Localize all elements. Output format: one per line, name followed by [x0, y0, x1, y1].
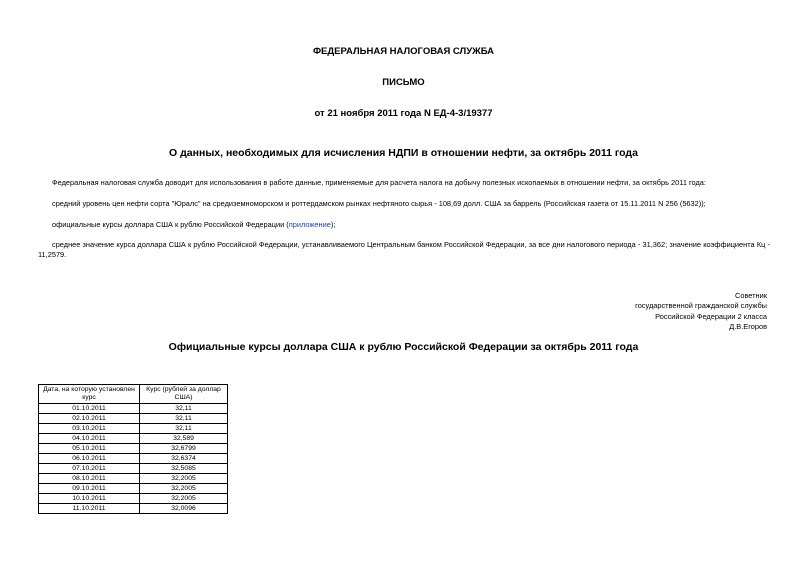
- table-row: [39, 474, 228, 484]
- signature-rank: государственной гражданской службы: [635, 301, 767, 311]
- signature-title: Советник: [735, 291, 767, 300]
- table-row: [39, 414, 228, 424]
- date-cell: 11.10.2011: [39, 504, 140, 514]
- rate-cell: 32,5085: [140, 464, 228, 474]
- date-cell: 01.10.2011: [39, 404, 140, 414]
- signature-name: Д.В.Егоров: [729, 321, 767, 331]
- table-row: [39, 444, 228, 454]
- agency-name: ФЕДЕРАЛЬНАЯ НАЛОГОВАЯ СЛУЖБА: [312, 46, 495, 57]
- document-subject: О данных, необходимых для исчисления НДПИ в отношении нефти, за октябрь 2011 года: [169, 147, 638, 159]
- date-cell: 07.10.2011: [39, 464, 140, 474]
- appendix-title: Официальные курсы доллара США к рублю Российской Федерации за октябрь 2011 года: [168, 341, 639, 353]
- table-row: [39, 434, 228, 444]
- rate-cell: 32,6374: [140, 454, 228, 464]
- table-row: [39, 484, 228, 494]
- column-header-date: Дата, на которую установлен курс: [39, 385, 140, 404]
- rates-prefix: официальные курсы доллара США к рублю Российской Федерации (: [52, 220, 289, 229]
- table-row: [39, 504, 228, 514]
- date-cell: 08.10.2011: [39, 474, 140, 484]
- table-header-row: [39, 385, 228, 404]
- average-rate-paragraph: среднее значение курса доллара США к рублю Российской Федерации, устанавливаемого Центральным банком Российской Федерации, за все дни налогового периода - 31,362; значение коэффициента Кц - 11,2579.: [38, 240, 770, 259]
- table-row: [39, 404, 228, 414]
- rates-paragraph: [38, 220, 770, 230]
- rate-cell: 32,2005: [140, 494, 228, 504]
- table-row: [39, 494, 228, 504]
- table-row: [39, 454, 228, 464]
- document-date-number: от 21 ноября 2011 года N ЕД-4-3/19377: [314, 108, 493, 119]
- rate-cell: 32,2005: [140, 484, 228, 494]
- appendix-link[interactable]: приложение: [288, 220, 331, 229]
- date-cell: 05.10.2011: [39, 444, 140, 454]
- date-cell: 06.10.2011: [39, 454, 140, 464]
- rate-cell: 32,0096: [140, 504, 228, 514]
- rate-cell: 32,11: [140, 424, 228, 434]
- rate-cell: 32,589: [140, 434, 228, 444]
- rate-cell: 32,6799: [140, 444, 228, 454]
- date-cell: 02.10.2011: [39, 414, 140, 424]
- date-cell: 03.10.2011: [39, 424, 140, 434]
- document-type: ПИСЬМО: [382, 77, 425, 88]
- table-row: [39, 464, 228, 474]
- intro-paragraph: Федеральная налоговая служба доводит для использования в работе данные, применяемые для расчета налога на добычу полезных ископаемых в отношении нефти, за октябрь 2011 года:: [52, 178, 706, 187]
- signature-class: Российской Федерации 2 класса: [655, 311, 767, 321]
- date-cell: 10.10.2011: [39, 494, 140, 504]
- rate-cell: 32,11: [140, 414, 228, 424]
- table-row: [39, 424, 228, 434]
- signature-block: [635, 291, 767, 332]
- rates-table: [38, 384, 228, 514]
- column-header-rate: Курс (рублей за доллар США): [140, 385, 228, 404]
- rate-cell: 32,11: [140, 404, 228, 414]
- date-cell: 09.10.2011: [39, 484, 140, 494]
- urals-price-paragraph: средний уровень цен нефти сорта "Юралс" на средиземноморском и роттердамском рынках нефтяного сырья - 108,69 долл. США за баррель (Российская газета от 15.11.2011 N 256 (5632));: [52, 199, 706, 208]
- rates-suffix: );: [330, 220, 336, 229]
- rate-cell: 32,2005: [140, 474, 228, 484]
- date-cell: 04.10.2011: [39, 434, 140, 444]
